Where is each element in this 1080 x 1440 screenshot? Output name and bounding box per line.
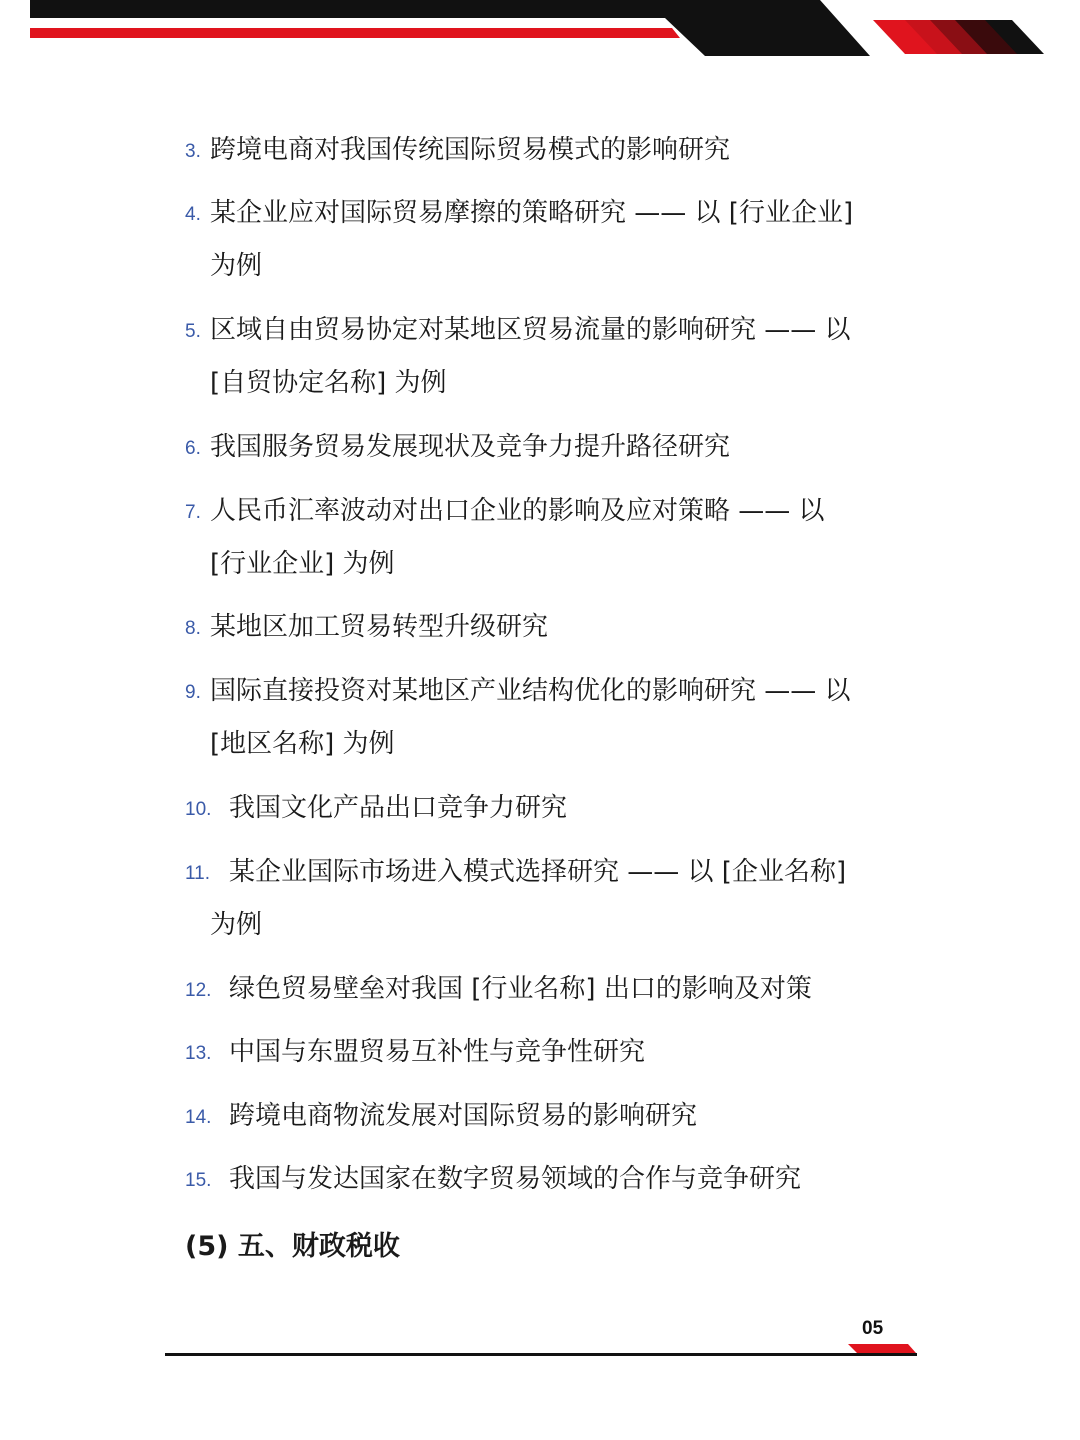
item-text: 国际直接投资对某地区产业结构优化的影响研究 —— 以 [地区名称] 为例	[210, 676, 851, 759]
footer-black-line	[165, 1353, 917, 1356]
item-text: 某企业国际市场进入模式选择研究 —— 以 [企业名称]	[229, 857, 847, 887]
item-text: 跨境电商对我国传统国际贸易模式的影响研究	[210, 135, 731, 165]
item-number: 9.	[185, 682, 201, 703]
item-text: 某地区加工贸易转型升级研究	[210, 612, 549, 642]
item-text: 我国与发达国家在数字贸易领域的合作与竞争研究	[229, 1164, 802, 1194]
item-number: 15.	[185, 1170, 212, 1191]
item-text: 中国与东盟贸易互补性与竞争性研究	[229, 1037, 646, 1067]
item-number: 13.	[185, 1043, 212, 1064]
item-text: 人民币汇率波动对出口企业的影响及应对策略 —— 以 [行业企业] 为例	[210, 496, 825, 579]
item-number: 4.	[185, 204, 201, 225]
header-decoration	[0, 0, 1080, 70]
item-number: 3.	[185, 141, 201, 162]
item-text-continuation: 为例	[210, 910, 263, 940]
item-number: 12.	[185, 980, 212, 1001]
item-number: 6.	[185, 438, 201, 459]
page-number: 05	[862, 1318, 884, 1339]
item-number: 10.	[185, 799, 212, 820]
section-heading: (5) 五、财政税收	[185, 1231, 400, 1262]
item-text: 绿色贸易壁垒对我国 [行业名称] 出口的影响及对策	[229, 974, 812, 1004]
item-number: 7.	[185, 502, 201, 523]
header-red-line	[30, 28, 680, 38]
item-number: 11.	[185, 863, 211, 884]
footer-decoration	[160, 1340, 920, 1360]
item-text: 我国服务贸易发展现状及竞争力提升路径研究	[210, 432, 731, 462]
item-text: 某企业应对国际贸易摩擦的策略研究 —— 以 [行业企业] 为例	[210, 198, 854, 281]
item-number: 14.	[185, 1107, 212, 1128]
item-text: 跨境电商物流发展对国际贸易的影响研究	[229, 1101, 698, 1131]
footer-red-tab	[848, 1344, 916, 1353]
item-text: 我国文化产品出口竞争力研究	[229, 793, 568, 823]
item-number: 5.	[185, 321, 201, 342]
item-number: 8.	[185, 618, 201, 639]
item-text: 区域自由贸易协定对某地区贸易流量的影响研究 —— 以 [自贸协定名称] 为例	[210, 315, 851, 398]
